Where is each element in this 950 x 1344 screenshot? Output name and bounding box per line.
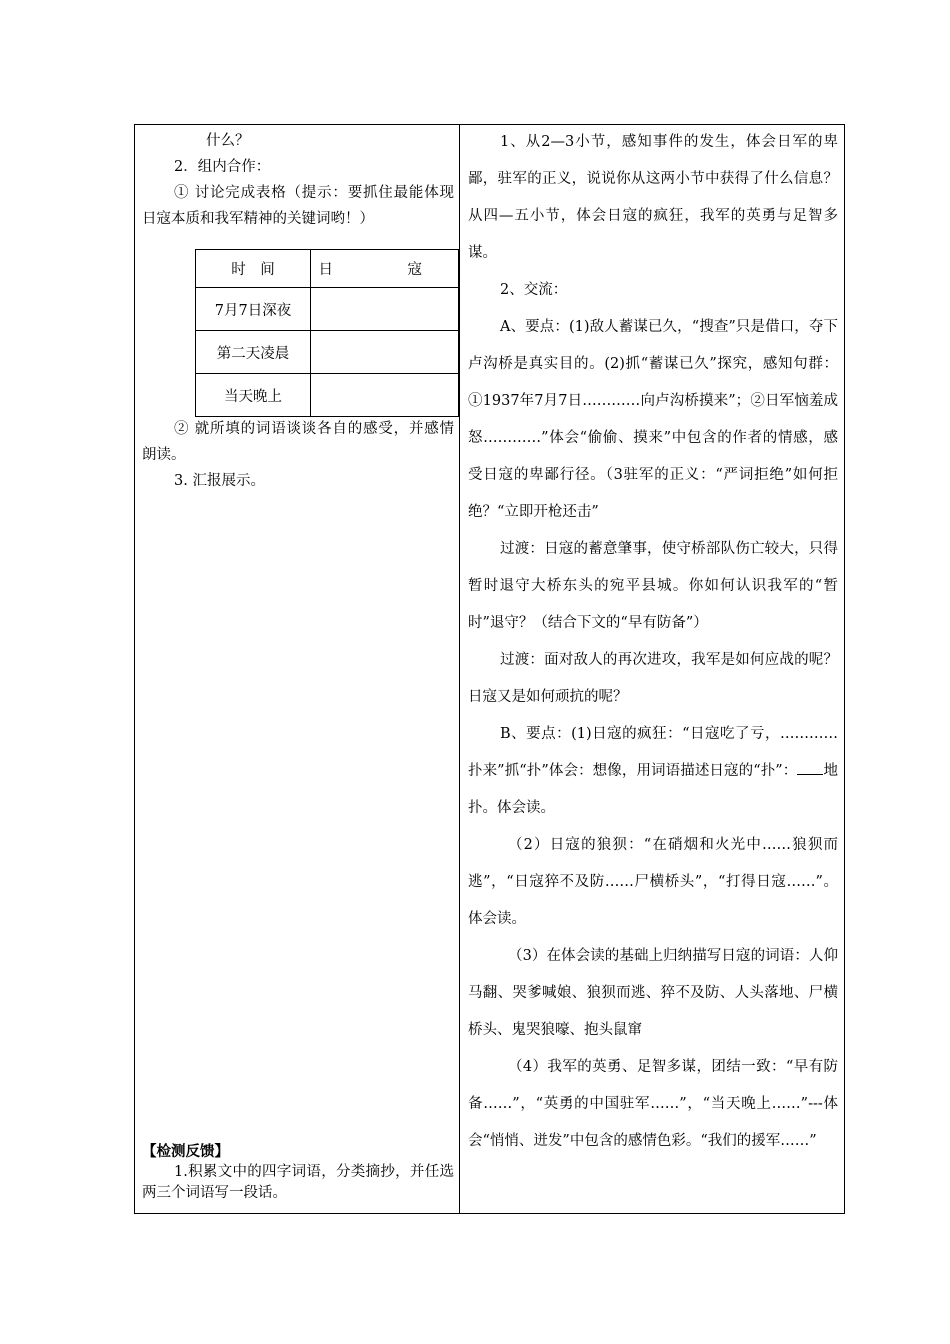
table-row <box>196 288 459 331</box>
left-column <box>142 128 454 232</box>
row-answer-cell <box>311 288 459 331</box>
header-japanese: 日 寇 <box>311 250 459 288</box>
feedback-title: 【检测反馈】 <box>142 1143 229 1160</box>
row-time-cell: 7月7日深夜 <box>196 288 311 331</box>
right-point-b-4: （4）我军的英勇、足智多谋，团结一致：“早有防备……”，“英勇的中国驻军……”，“当天晚上……”---体会“悄悄、迸发”中包含的感情色彩。“我们的援军……” <box>468 1059 838 1149</box>
right-point-b-3: （3）在体会读的基础上归纳描写日寇的词语：人仰马翻、哭爹喊娘、狼狈而逃、猝不及防、人头落地、尸横桥头、鬼哭狼嚎、抱头鼠窜 <box>468 948 838 1038</box>
right-task-1: 1、从2—3小节，感知事件的发生，体会日军的卑鄙，驻军的正义，说说你从这两小节中获得了什么信息？从四—五小节，体会日寇的疯狂，我军的英勇与足智多谋。 <box>468 134 838 261</box>
right-point-b-2: （2）日寇的狼狈：“在硝烟和火光中……狼狈而逃”，“日寇猝不及防……尸横桥头”，“打得日寇……”。体会读。 <box>468 837 838 927</box>
left-column-lower <box>142 416 454 494</box>
feedback-item-1: 1.积累文中的四字词语，分类摘抄，并任选两三个词语写一段话。 <box>142 1164 454 1201</box>
table-row <box>196 374 459 417</box>
column-divider <box>459 124 460 1214</box>
left-step-report: 3. 汇报展示。 <box>174 473 265 489</box>
right-exchange-heading: 2、交流： <box>500 282 568 298</box>
left-step-group-cooperation: 2．组内合作： <box>174 159 271 175</box>
left-step-fill-table: ① 讨论完成表格（提示：要抓住最能体现日寇本质和我军精神的关键词哟！） <box>142 185 454 227</box>
timeline-table <box>195 249 459 417</box>
fill-blank <box>797 760 823 775</box>
row-answer-cell <box>311 331 459 374</box>
left-step-feelings: ② 就所填的词语谈谈各自的感受，并感情朗读。 <box>142 421 454 463</box>
feedback-section <box>142 1141 454 1204</box>
header-time: 时 间 <box>196 250 311 288</box>
table-row <box>196 331 459 374</box>
row-time-cell: 当天晚上 <box>196 374 311 417</box>
right-column <box>468 124 838 1160</box>
right-point-a: A、要点：(1)敌人蓄谋已久，“搜查”只是借口，夺下卢沟桥是真实目的。(2)抓“蓄谋已久”探究，感知句群：①1937年7月7日…………向卢沟桥摸来”；②日军恼羞成怒…………”体会“偷偷、摸来”中包含的作者的情感，感受日寇的卑鄙行径。（3驻军的正义：“严词拒绝”如何拒绝？“立即开枪还击” <box>468 319 838 520</box>
left-text-what: 什么？ <box>206 133 250 149</box>
right-point-b <box>468 716 838 827</box>
timeline-table-header <box>196 250 459 288</box>
point-b-tail: 地扑。体会读。 <box>468 763 838 816</box>
row-answer-cell <box>311 374 459 417</box>
point-b-text: B、要点：(1)日寇的疯狂：“日寇吃了亏，…………扑来”抓“扑”体会：想像，用词语描述日寇的“扑”： <box>468 726 838 779</box>
right-transition-2: 过渡：面对敌人的再次进攻，我军是如何应战的呢？日寇又是如何顽抗的呢？ <box>468 652 838 705</box>
right-transition-1: 过渡：日寇的蓄意肇事，使守桥部队伤亡较大，只得暂时退守大桥东头的宛平县城。你如何认识我军的“暂时”退守？（结合下文的“早有防备”） <box>468 541 838 631</box>
row-time-cell: 第二天凌晨 <box>196 331 311 374</box>
